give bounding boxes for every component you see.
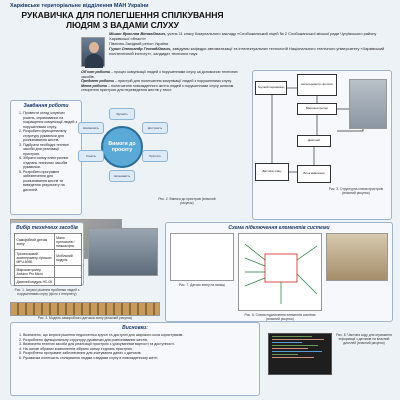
authors-block (109, 31, 394, 56)
figure-3-caption: Рис. 3. Модель саморобного датчика згину (власний рисунок) (37, 316, 133, 320)
wiring-diagram (238, 233, 322, 311)
structure-block: Акселерометр-гіроскоп (297, 74, 337, 96)
table-cell: Саморобний датчик згину (15, 234, 55, 250)
requirement-item: Автономність (109, 170, 135, 182)
figure-2-caption: Рис. 2. Вимоги до пристрою (власний рисунок) (158, 197, 216, 205)
table-cell (54, 266, 81, 278)
components-box (10, 222, 84, 286)
requirement-item: Зручність (109, 108, 135, 120)
list-item: 1. Визначено, що існуючі рішення недостатньо зручні та доступні для широкого кола користувачів. (23, 333, 255, 338)
subject-label: Предмет роботи (81, 79, 114, 84)
list-item: 5. Розробити програмне забезпечення для розпізнавання жестів та виведення результату на дисплей. (23, 170, 77, 193)
table-row (15, 278, 82, 286)
list-item: 2. Розроблено функціональну структуру рукавички для розпізнавання жестів. (23, 338, 255, 343)
structure-block: Датчики згину (255, 163, 289, 181)
list-item: 3. Підібрати необхідні технічні засоби для реалізації пристрою. (23, 143, 77, 157)
region: Північно-Західний регіон України (109, 41, 169, 46)
requirement-item: Простота (142, 150, 168, 162)
tasks-box (10, 100, 82, 215)
conclusions-box (10, 322, 260, 396)
requirements-center: Вимоги до проєкту (101, 126, 143, 168)
conclusions-heading: Висновки: (122, 325, 148, 331)
table-cell: Мобільний модуль (54, 250, 81, 266)
list-item: 5. Розроблено програмне забезпечення для зчитування даних з датчиків. (23, 351, 255, 356)
list-item: 6. Рукавичка полегшить спілкування людям з вадами слуху в повсякденному житті. (23, 356, 255, 361)
organization-name: Харківське територіальне відділення МАН України (10, 3, 149, 9)
glove-photo (349, 79, 387, 129)
tasks-heading: Завдання роботи (23, 103, 69, 109)
supervisor-info: завідувач кафедри автоматизації та інтелектуальних технологій Національного технічного університету «Харківський політехнічний інститут», кандидат технічних наук (109, 46, 385, 56)
poster-title: РУКАВИЧКА ДЛЯ ПОЛЕГШЕННЯ СПІЛКУВАННЯ ЛЮДЯМ З ВАДАМИ СЛУХУ (21, 10, 224, 30)
list-item: 4. На основі обраних компонентів зібрано схему з’єднань пристрою. (23, 347, 255, 352)
supervisor-name: Гурин Олександр Геннадійович, (109, 46, 172, 51)
goal-label: Мета роботи (81, 83, 108, 88)
structure-block: Мікроконтролер (297, 103, 337, 115)
figure-6-caption: Рис. 6. Схема підключення елементів системи (власний рисунок) (244, 313, 316, 321)
glove-prototype-photo (88, 228, 158, 276)
list-item: 1. Провести огляд існуючих рішень, спрямованих на покращення комунікації людей з порушеннями слуху. (23, 111, 77, 129)
student-info: учень 11 класу Комунального закладу «Слобожанський ліцей № 2 Слобожанської міської ради Чугуївського району Харківської області» (109, 31, 377, 41)
object-label: Об’єкт роботи (81, 70, 110, 74)
goal-text: – полегшення повсякденного життя людей з порушеннями слуху шляхом створення пристрою для переведення жестів у текст. (81, 83, 234, 93)
code-screenshot (268, 333, 332, 375)
structure-box (252, 70, 392, 220)
figure-7-caption: Рис. 7. Датчик згину на пальці (178, 283, 225, 287)
student-name: Мішин Ярослав Віталійович, (109, 31, 167, 36)
glove-device-photo (326, 233, 388, 281)
components-table (14, 233, 82, 286)
table-cell: Мікроконтролер Arduino Pro Micro (15, 266, 55, 278)
structure-block: Гнучкий перемикач (255, 81, 287, 95)
conclusions-list (11, 331, 259, 361)
table-row (15, 250, 82, 266)
board-box (165, 222, 393, 322)
structure-block: Блок живлення (297, 165, 331, 183)
table-cell: Трьохосьовий акселерометр-гіроскоп MPU-6050 (15, 250, 55, 266)
list-item: 3. Визначено технічні засоби для реалізації пристрою з урахуванням вартості та доступності. (23, 342, 255, 347)
figure-8-caption: Рис. 8. Частина коду для отримання інформації з датчиків на власний дисплей (власний рисунок) (336, 333, 392, 345)
figure-1-caption: Рис. 1. Існуючі рішення проблеми людей з порушеннями слуху (фото з інтернету) (14, 288, 80, 296)
list-item: 2. Розробити функціональну структуру рукавички для розпізнавання жестів. (23, 129, 77, 143)
table-cell: Дисплей модуль HC-05 (15, 278, 55, 286)
list-item: 4. Зібрати схему електричних з’єднань технічних засобів рукавички. (23, 156, 77, 170)
structure-caption: Рис. 3. Структурна схема пристрою (власний рисунок) (328, 187, 384, 195)
table-row (15, 234, 82, 250)
table-row (15, 266, 82, 278)
table-cell (54, 278, 81, 286)
requirement-item: Компактність (78, 122, 104, 134)
tasks-list (11, 109, 81, 192)
table-cell: Мало протоколів / низька ціна (54, 234, 81, 250)
subject-text: – пристрій для полегшення комунікації людей з порушеннями слуху. (114, 79, 232, 84)
board-heading: Схема підключення елементів системи (228, 225, 330, 231)
author-photo (81, 37, 105, 67)
flex-on-finger-photo (170, 233, 234, 281)
requirement-item: Точність (78, 150, 104, 162)
object-text: – процес комунікації людей з порушеннями слуху за допомогою технічних засобів. (81, 70, 238, 79)
components-heading: Вибір технічних засобів (16, 225, 78, 231)
requirement-item: Доступність (142, 122, 168, 134)
flex-sensor-photo (10, 302, 160, 316)
intro-block (81, 70, 249, 93)
structure-block: Дисплей (297, 135, 331, 147)
